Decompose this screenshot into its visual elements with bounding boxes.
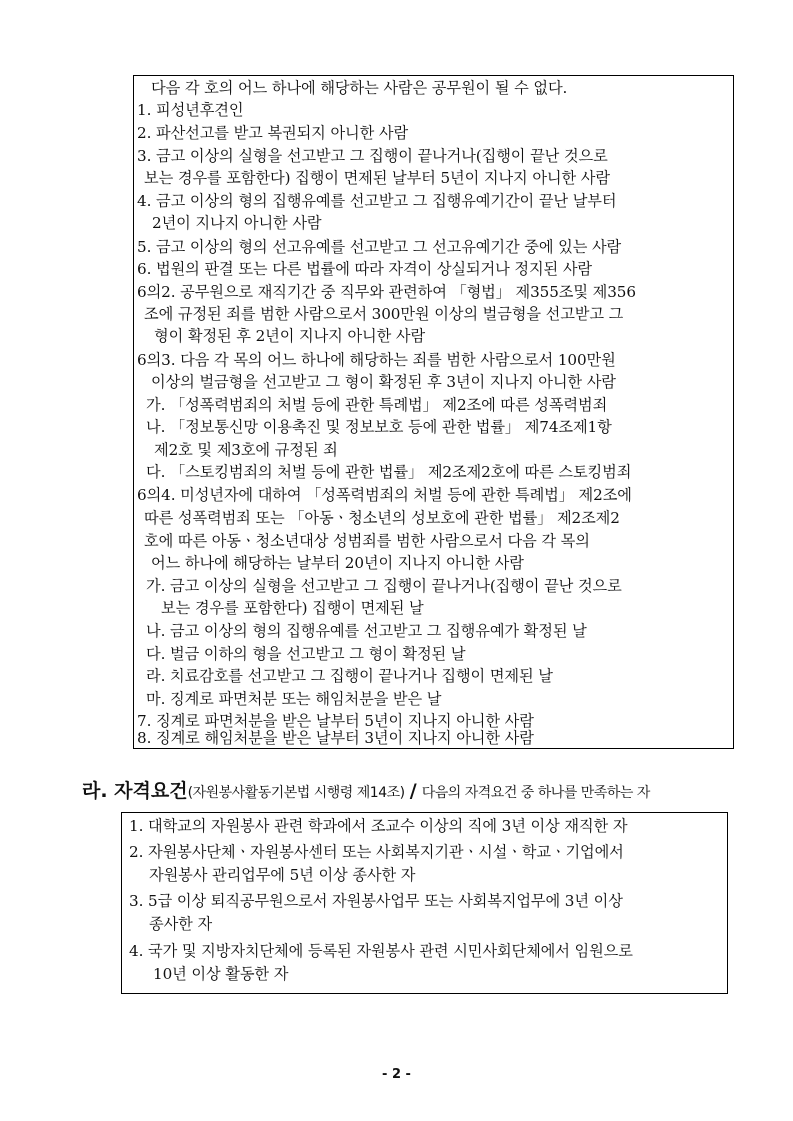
- disqualification-item-cont: 호에 따른 아동ㆍ청소년대상 성범죄를 범한 사람으로서 다음 각 목의: [144, 532, 590, 550]
- disqualification-item: 1. 피성년후견인: [137, 101, 244, 119]
- disqualification-item: 6. 법원의 판결 또는 다른 법률에 따라 자격이 상실되거나 정지된 사람: [137, 260, 592, 278]
- disqualification-subitem: 나. 금고 이상의 형의 집행유예를 선고받고 그 집행유예가 확정된 날: [146, 622, 587, 640]
- disqualification-item-cont: 이상의 벌금형을 선고받고 그 형이 확정된 후 3년이 지나지 아니한 사람: [151, 373, 616, 391]
- disqualification-item: 8. 징계로 해임처분을 받은 날부터 3년이 지나지 아니한 사람: [137, 729, 534, 747]
- disqualification-subitem-cont: 보는 경우를 포함한다) 집행이 면제된 날: [161, 599, 424, 617]
- disqualification-item: 6의3. 다음 각 목의 어느 하나에 해당하는 죄를 범한 사람으로서 100만원: [137, 351, 616, 369]
- disqualification-intro: 다음 각 호의 어느 하나에 해당하는 사람은 공무원이 될 수 없다.: [151, 79, 568, 97]
- disqualification-box: [133, 75, 734, 749]
- section-label: 라. 자격요건: [82, 780, 188, 802]
- disqualification-subitem: 라. 치료감호를 선고받고 그 집행이 끝나거나 집행이 면제된 날: [146, 667, 553, 685]
- disqualification-item: 4. 금고 이상의 형의 집행유예를 선고받고 그 집행유예기간이 끝난 날부터: [137, 192, 617, 210]
- disqualification-subitem: 가. 금고 이상의 실형을 선고받고 그 집행이 끝나거나(집행이 끝난 것으로: [146, 577, 622, 595]
- disqualification-item: 5. 금고 이상의 형의 선고유예를 선고받고 그 선고유예기간 중에 있는 사람: [137, 238, 622, 256]
- law-reference: (자원봉사활동기본법 시행령 제14조): [187, 785, 405, 801]
- disqualification-subitem-cont: 제2호 및 제3호에 규정된 죄: [154, 441, 338, 459]
- disqualification-item: 6의4. 미성년자에 대하여 「성폭력범죄의 처벌 등에 관한 특례법」 제2조에: [137, 486, 632, 504]
- disqualification-subitem: 마. 징계로 파면처분 또는 해임처분을 받은 날: [146, 690, 442, 708]
- disqualification-item-cont: 2년이 지나지 아니한 사람: [152, 214, 322, 232]
- qualification-box: [121, 812, 728, 994]
- qualification-item: 4. 국가 및 지방자치단체에 등록된 자원봉사 관련 시민사회단체에서 임원으로: [129, 942, 633, 960]
- qualification-item-cont: 10년 이상 활동한 자: [153, 965, 289, 983]
- disqualification-item-cont: 어느 하나에 해당하는 날부터 20년이 지나지 아니한 사람: [151, 554, 524, 572]
- qualification-heading: [82, 776, 650, 803]
- disqualification-subitem: 다. 벌금 이하의 형을 선고받고 그 형이 확정된 날: [146, 645, 466, 663]
- disqualification-item: 6의2. 공무원으로 재직기간 중 직무와 관련하여 「형법」 제355조및 제356: [137, 283, 636, 301]
- page-number: - 2 -: [382, 1067, 411, 1082]
- disqualification-subitem: 가. 「성폭력범죄의 처벌 등에 관한 특례법」 제2조에 따른 성폭력범죄: [146, 396, 608, 414]
- qualification-item: 1. 대학교의 자원봉사 관련 학과에서 조교수 이상의 직에 3년 이상 재직한 자: [129, 817, 628, 835]
- disqualification-item-cont: 조에 규정된 죄를 범한 사람으로서 300만원 이상의 벌금형을 선고받고 그: [144, 305, 624, 323]
- disqualification-item-cont: 보는 경우를 포함한다) 집행이 면제된 날부터 5년이 지나지 아니한 사람: [144, 169, 610, 187]
- qualification-item: 2. 자원봉사단체ㆍ자원봉사센터 또는 사회복지기관ㆍ시설ㆍ학교ㆍ기업에서: [129, 843, 624, 861]
- qualification-item-cont: 종사한 자: [149, 915, 213, 933]
- qualification-item-cont: 자원봉사 관리업무에 5년 이상 종사한 자: [149, 866, 416, 884]
- disqualification-item: 3. 금고 이상의 실형을 선고받고 그 집행이 끝나거나(집행이 끝난 것으로: [137, 147, 608, 165]
- disqualification-subitem: 다. 「스토킹범죄의 처벌 등에 관한 법률」 제2조제2호에 따른 스토킹범죄: [146, 463, 632, 481]
- heading-separator: /: [409, 780, 417, 802]
- disqualification-subitem: 나. 「정보통신망 이용촉진 및 정보보호 등에 관한 법률」 제74조제1항: [146, 418, 612, 436]
- disqualification-item-cont: 따른 성폭력범죄 또는 「아동ㆍ청소년의 성보호에 관한 법률」 제2조제2: [144, 509, 620, 527]
- disqualification-item: 7. 징계로 파면처분을 받은 날부터 5년이 지나지 아니한 사람: [137, 712, 534, 730]
- qualification-item: 3. 5급 이상 퇴직공무원으로서 자원봉사업무 또는 사회복지업무에 3년 이상: [129, 892, 623, 910]
- disqualification-item-cont: 형이 확정된 후 2년이 지나지 아니한 사람: [154, 327, 426, 345]
- qualification-note: 다음의 자격요건 중 하나를 만족하는 자: [421, 785, 650, 801]
- disqualification-item: 2. 파산선고를 받고 복권되지 아니한 사람: [137, 124, 409, 142]
